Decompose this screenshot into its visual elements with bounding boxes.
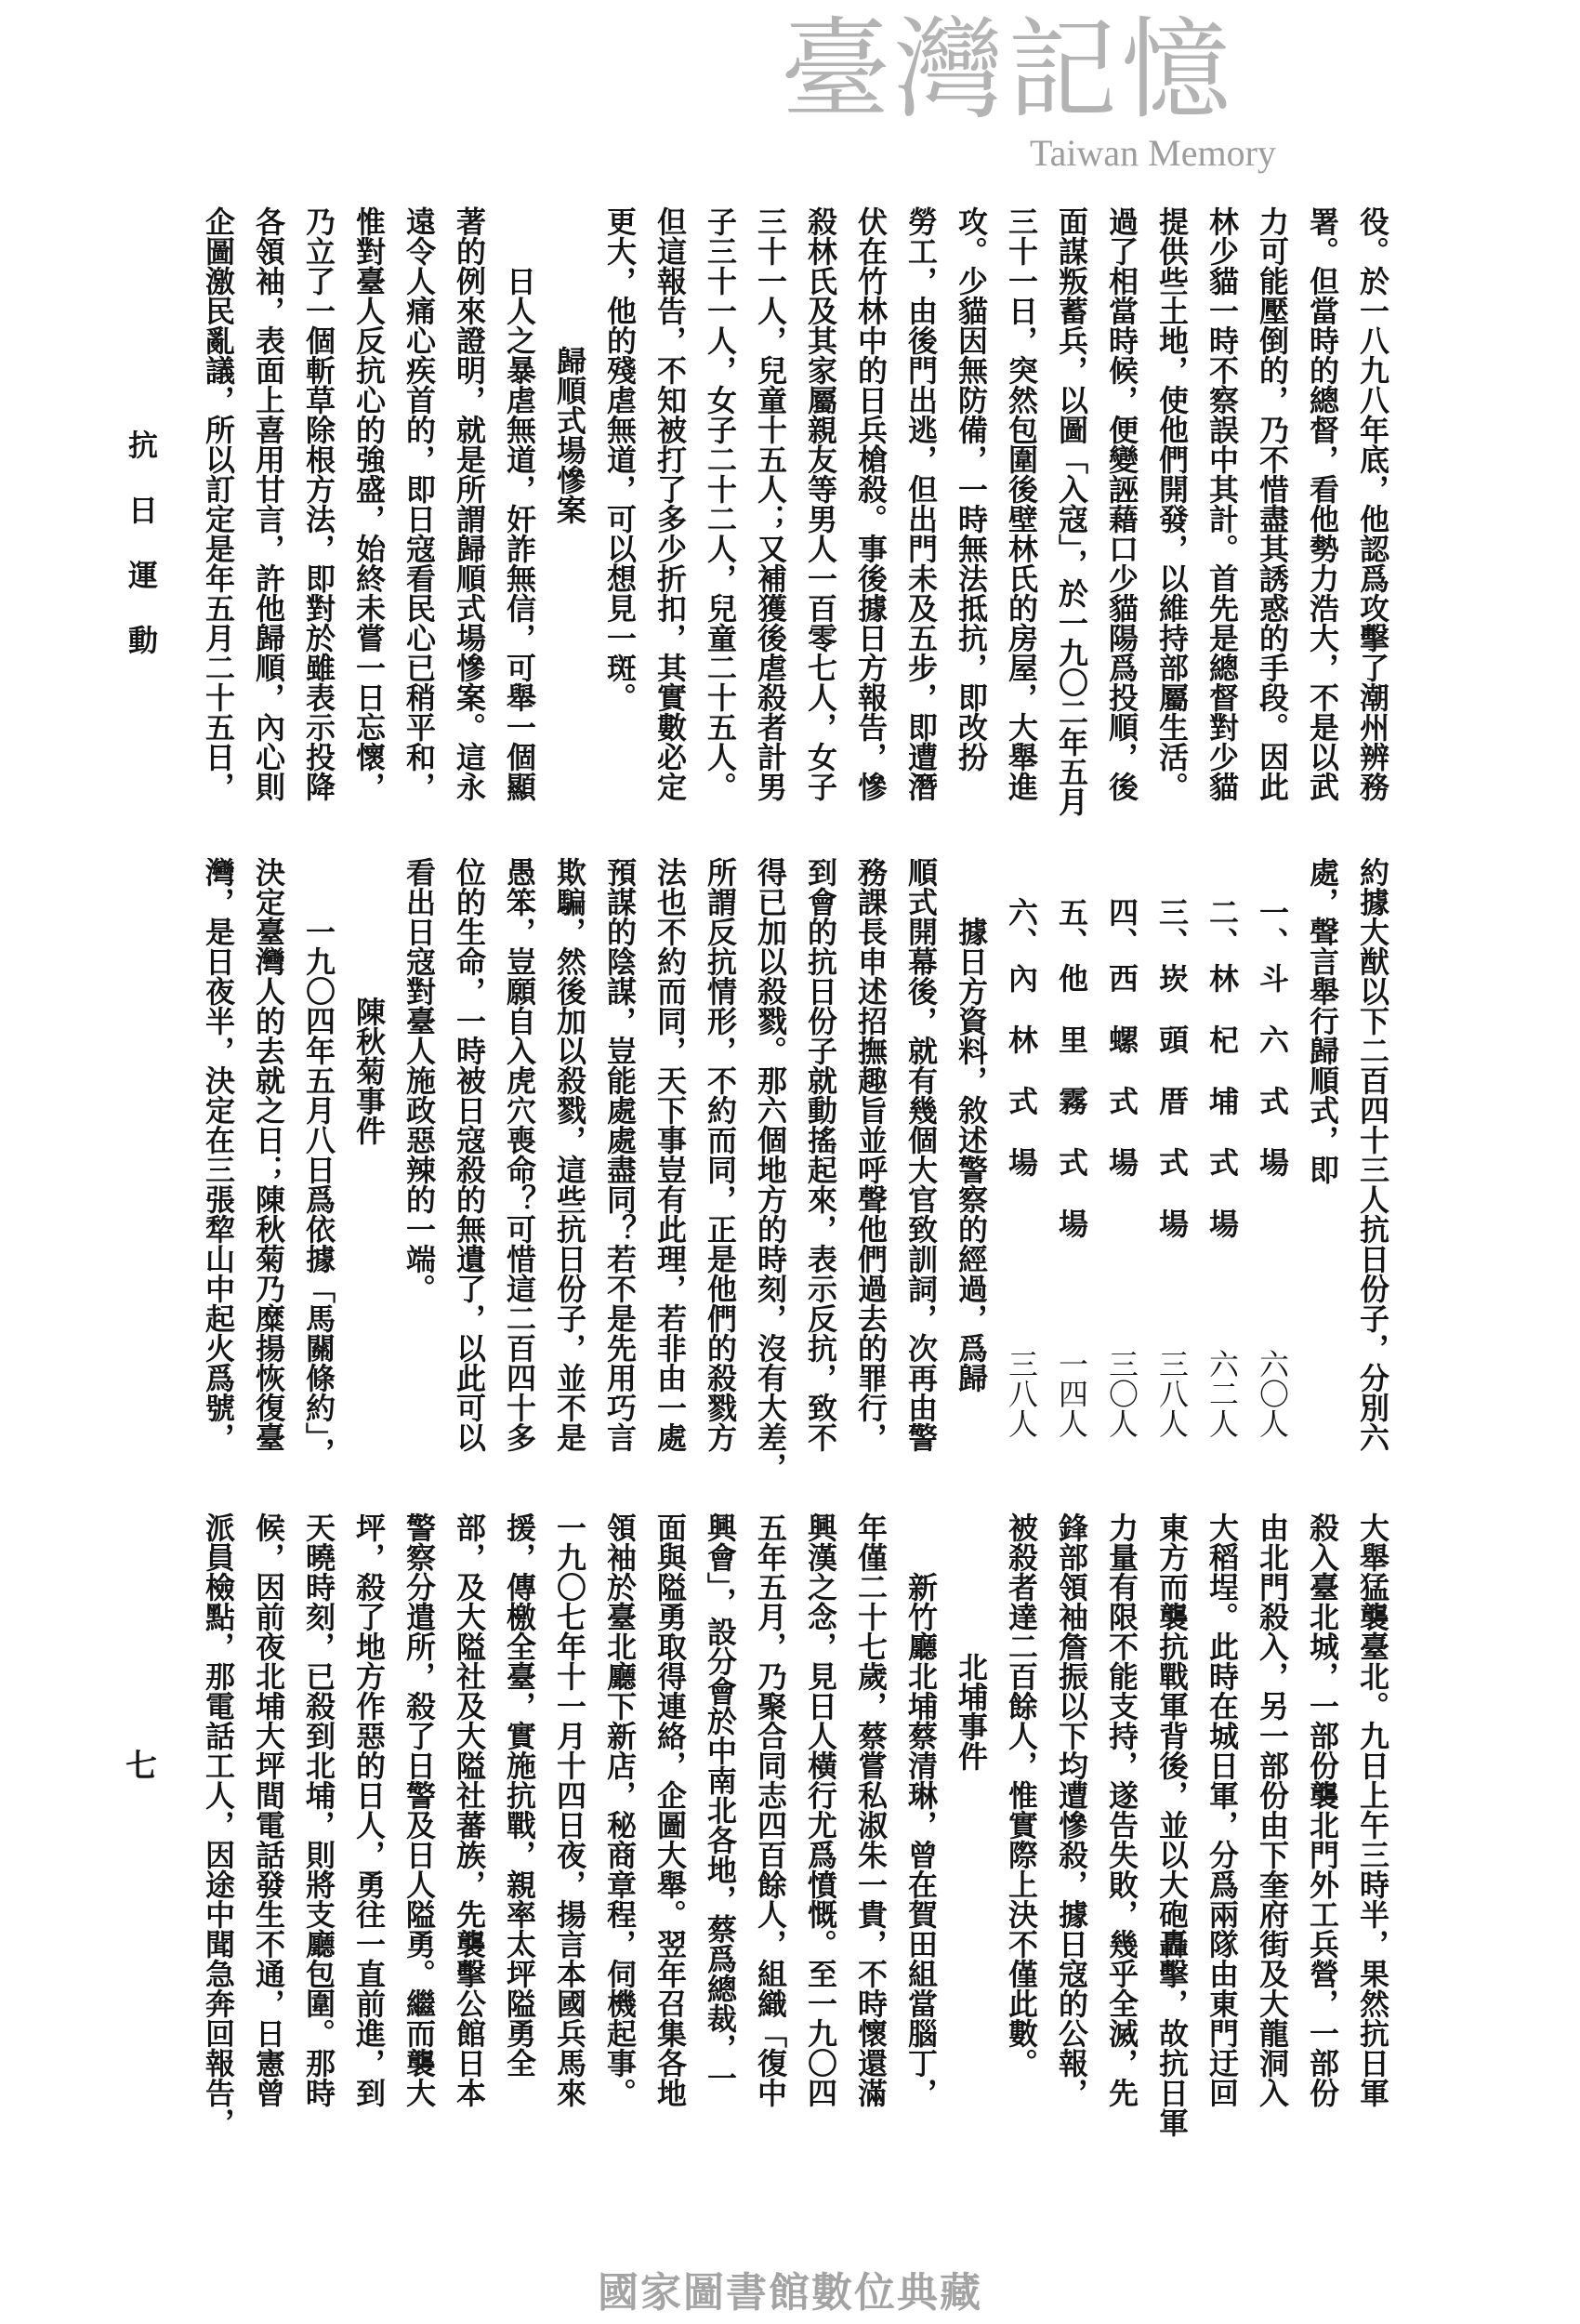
text-line: 林少貓一時不察誤中其計。首先是總督對少貓 <box>1205 206 1240 801</box>
list-item-count: 六二人 <box>1205 1349 1240 1438</box>
text-line: 署。但當時的總督，看他勢力浩大，不是以武 <box>1305 206 1340 801</box>
list-item-venue: 內林式場 <box>1004 963 1039 1208</box>
text-line: 被殺者達二百餘人，惟實際上決不僅此數。 <box>1004 1512 1039 2078</box>
text-line: 部，及大隘社及大隘社蕃族，先襲擊公館日本 <box>452 1512 487 2107</box>
list-item-venue: 斗六式場 <box>1255 963 1290 1208</box>
text-line: 愚笨，豈願自入虎穴喪命？可惜這二百四十多 <box>502 857 537 1452</box>
text-line: 順式開幕後，就有幾個大官致訓詞，次再由警 <box>903 857 939 1452</box>
list-item-venue: 林杞埔式場 <box>1205 963 1240 1270</box>
text-line: 務課長申述招撫趣旨並呼聲他們過去的罪行， <box>853 857 889 1452</box>
taiwan-memory-watermark-logo <box>781 6 1283 186</box>
text-line: 攻。少貓因無防備，一時無法抵抗，即改扮 <box>954 206 989 772</box>
text-line: 天曉時刻，已殺到北埔，則將支廳包圍。那時 <box>301 1512 336 2107</box>
text-line: 位的生命，一時被日寇殺的無遺了，以此可以 <box>452 857 487 1452</box>
list-item-count: 六〇人 <box>1255 1349 1290 1438</box>
text-line: 看出日寇對臺人施政惡辣的一端。 <box>402 857 437 1303</box>
section-heading: 歸順式場慘案 <box>552 346 587 524</box>
text-line: 警察分遣所，殺了日警及日人隘勇。繼而襲大 <box>402 1512 437 2107</box>
text-line: 候，因前夜北埔大坪間電話發生不通，日憲曾 <box>251 1512 286 2107</box>
watermark-logo-chinese: 臺灣記憶 <box>781 6 1235 134</box>
text-line: 鋒部領袖詹振以下均遭慘殺，據日寇的公報， <box>1054 1512 1089 2107</box>
text-line: 大舉猛襲臺北。九日上午三時半，果然抗日軍 <box>1355 1512 1390 2107</box>
list-item <box>1097 857 1147 1508</box>
list-item-number: 四、 <box>1104 897 1139 957</box>
watermark-logo-english: Taiwan Memory <box>1030 132 1276 174</box>
text-line: 由北門殺入，另一部份由下奎府街及大龍洞入 <box>1255 1512 1290 2107</box>
text-line: 遠令人痛心疾首的，即日寇看民心已稍平和， <box>402 206 437 801</box>
text-line: 更大，他的殘虐無道，可以想見一斑。 <box>602 206 638 712</box>
text-line: 五年五月，乃聚合同志四百餘人，組織「復中 <box>753 1512 788 2107</box>
list-item-count: 一四人 <box>1054 1349 1089 1438</box>
paragraph-start-line: 新竹廳北埔蔡清琳，曾在賀田組當腦丁， <box>903 1572 939 2107</box>
list-item-venue: 崁頭厝式場 <box>1154 963 1190 1270</box>
text-line: 得已加以殺戮。那六個地方的時刻，沒有大差， <box>753 857 788 1482</box>
library-watermark: 國家圖書館數位典藏 <box>598 2269 982 2317</box>
text-line: 役。於一八九八年底，他認爲攻擊了潮州辨務 <box>1355 206 1390 801</box>
text-line: 惟對臺人反抗心的強盛，始終未嘗一日忘懷， <box>351 206 387 801</box>
section-heading: 陳秋菊事件 <box>351 997 387 1145</box>
paragraph-start-line: 日人之暴虐無道，奸詐無信，可舉一個顯 <box>502 266 537 801</box>
text-line: 力量有限不能支持，遂告失敗，幾乎全滅，先 <box>1104 1512 1139 2107</box>
text-line: 決定臺灣人的去就之日；陳秋菊乃糜揚恢復臺 <box>251 857 286 1452</box>
text-line: 著的例來證明，就是所謂歸順式場慘案。這永 <box>452 206 487 801</box>
list-item-number: 三、 <box>1154 897 1190 957</box>
text-line: 三十一日，突然包圍後壁林氏的房屋，大舉進 <box>1004 206 1039 801</box>
text-line: 面謀叛蓄兵，以圖「入寇」，於一九〇二年五月 <box>1054 206 1089 816</box>
list-item-number: 一、 <box>1255 897 1290 957</box>
section-heading: 北埔事件 <box>954 1652 989 1771</box>
text-line: 大稻埕。此時在城日軍，分爲兩隊由東門迂回 <box>1205 1512 1240 2107</box>
list-item-count: 三八人 <box>1004 1349 1039 1438</box>
text-line: 興漢之念，見日人橫行尤爲憤慨。至一九〇四 <box>803 1512 838 2107</box>
text-line: 約據大猷以下二百四十三人抗日份子，分別六 <box>1355 857 1390 1452</box>
list-item-count: 三八人 <box>1154 1349 1190 1438</box>
page-number: 七 <box>125 1748 157 1785</box>
list-item <box>996 857 1047 1508</box>
text-line: 力可能壓倒的，乃不惜盡其誘惑的手段。因此 <box>1255 206 1290 801</box>
text-line: 所謂反抗情形，不約而同，正是他們的殺戮方 <box>703 857 738 1452</box>
text-line: 企圖激民亂議，所以訂定是年五月二十五日， <box>201 206 236 801</box>
text-line: 預謀的陰謀，豈能處處盡同？若不是先用巧言 <box>602 857 638 1452</box>
text-line: 興會」，設分會於中南北各地，蔡爲總裁，一 <box>703 1512 738 2093</box>
list-item <box>1247 857 1297 1508</box>
text-line: 三十一人，兒童十五人；又補獲後虐殺者計男 <box>753 206 788 801</box>
list-item-number: 二、 <box>1205 897 1240 957</box>
text-line: 一九〇七年十一月十四日夜，揚言本國兵馬來 <box>552 1512 587 2107</box>
text-line: 伏在竹林中的日兵槍殺。事後據日方報告，慘 <box>853 206 889 801</box>
text-line: 欺騙，然後加以殺戮，這些抗日份子，並不是 <box>552 857 587 1452</box>
text-line: 灣，是日夜半，決定在三張犂山中起火爲號， <box>201 857 236 1452</box>
text-line: 東方而襲抗戰軍背後，並以大砲轟擊，故抗日軍 <box>1154 1512 1190 2137</box>
running-title: 抗日運動 <box>124 429 159 690</box>
text-line: 援，傳檄全臺，實施抗戰，親率太坪隘勇全 <box>502 1512 537 2078</box>
text-line: 年僅二十七歲，蔡嘗私淑朱一貴，不時懷還滿 <box>853 1512 889 2107</box>
text-line: 各領袖，表面上喜用甘言，許他歸順，內心則 <box>251 206 286 801</box>
text-line: 子三十一人，女子二十二人，兒童二十五人。 <box>703 206 738 801</box>
paragraph-start-line: 據日方資料，敘述警察的經過，爲歸 <box>954 917 989 1393</box>
text-line: 殺林氏及其家屬親友等男人一百零七人，女子 <box>803 206 838 801</box>
list-item <box>1047 857 1097 1508</box>
text-line: 過了相當時候，便變誣藉口少貓陽爲投順，後 <box>1104 206 1139 801</box>
text-line: 處，聲言舉行歸順式，即 <box>1305 857 1340 1184</box>
list-item-venue: 他里霧式場 <box>1054 963 1089 1270</box>
paragraph-start-line: 一九〇四年五月八日爲依據「馬關條約」， <box>301 917 336 1467</box>
list-item-number: 五、 <box>1054 897 1089 957</box>
text-line: 坪，殺了地方作惡的日人，勇往一直前進，到 <box>351 1512 387 2107</box>
text-line: 派員檢點，那電話工人，因途中聞急奔回報告， <box>201 1512 236 2137</box>
list-item <box>1197 857 1247 1508</box>
text-line: 領袖於臺北廳下新店，秘商章程，伺機起事。 <box>602 1512 638 2107</box>
text-line: 勞工，由後門出逃，但出門未及五步，即遭潛 <box>903 206 939 801</box>
list-item-venue: 西螺式場 <box>1104 963 1139 1208</box>
text-line: 到會的抗日份子就動搖起來，表示反抗，致不 <box>803 857 838 1452</box>
text-line: 乃立了一個斬草除根方法，即對於雖表示投降 <box>301 206 336 801</box>
text-line: 殺入臺北城，一部份襲北門外工兵營，一部份 <box>1305 1512 1340 2107</box>
list-item <box>1147 857 1197 1508</box>
text-line: 提供些土地，使他們開發，以維持部屬生活。 <box>1154 206 1190 801</box>
list-item-count: 三〇人 <box>1104 1349 1139 1438</box>
text-line: 法也不約而同，天下事豈有此理，若非由一處 <box>652 857 688 1452</box>
list-item-number: 六、 <box>1004 897 1039 957</box>
text-line: 面與隘勇取得連絡，企圖大舉。翌年召集各地 <box>652 1512 688 2107</box>
text-line: 但這報告，不知被打了多少折扣，其實數必定 <box>652 206 688 801</box>
